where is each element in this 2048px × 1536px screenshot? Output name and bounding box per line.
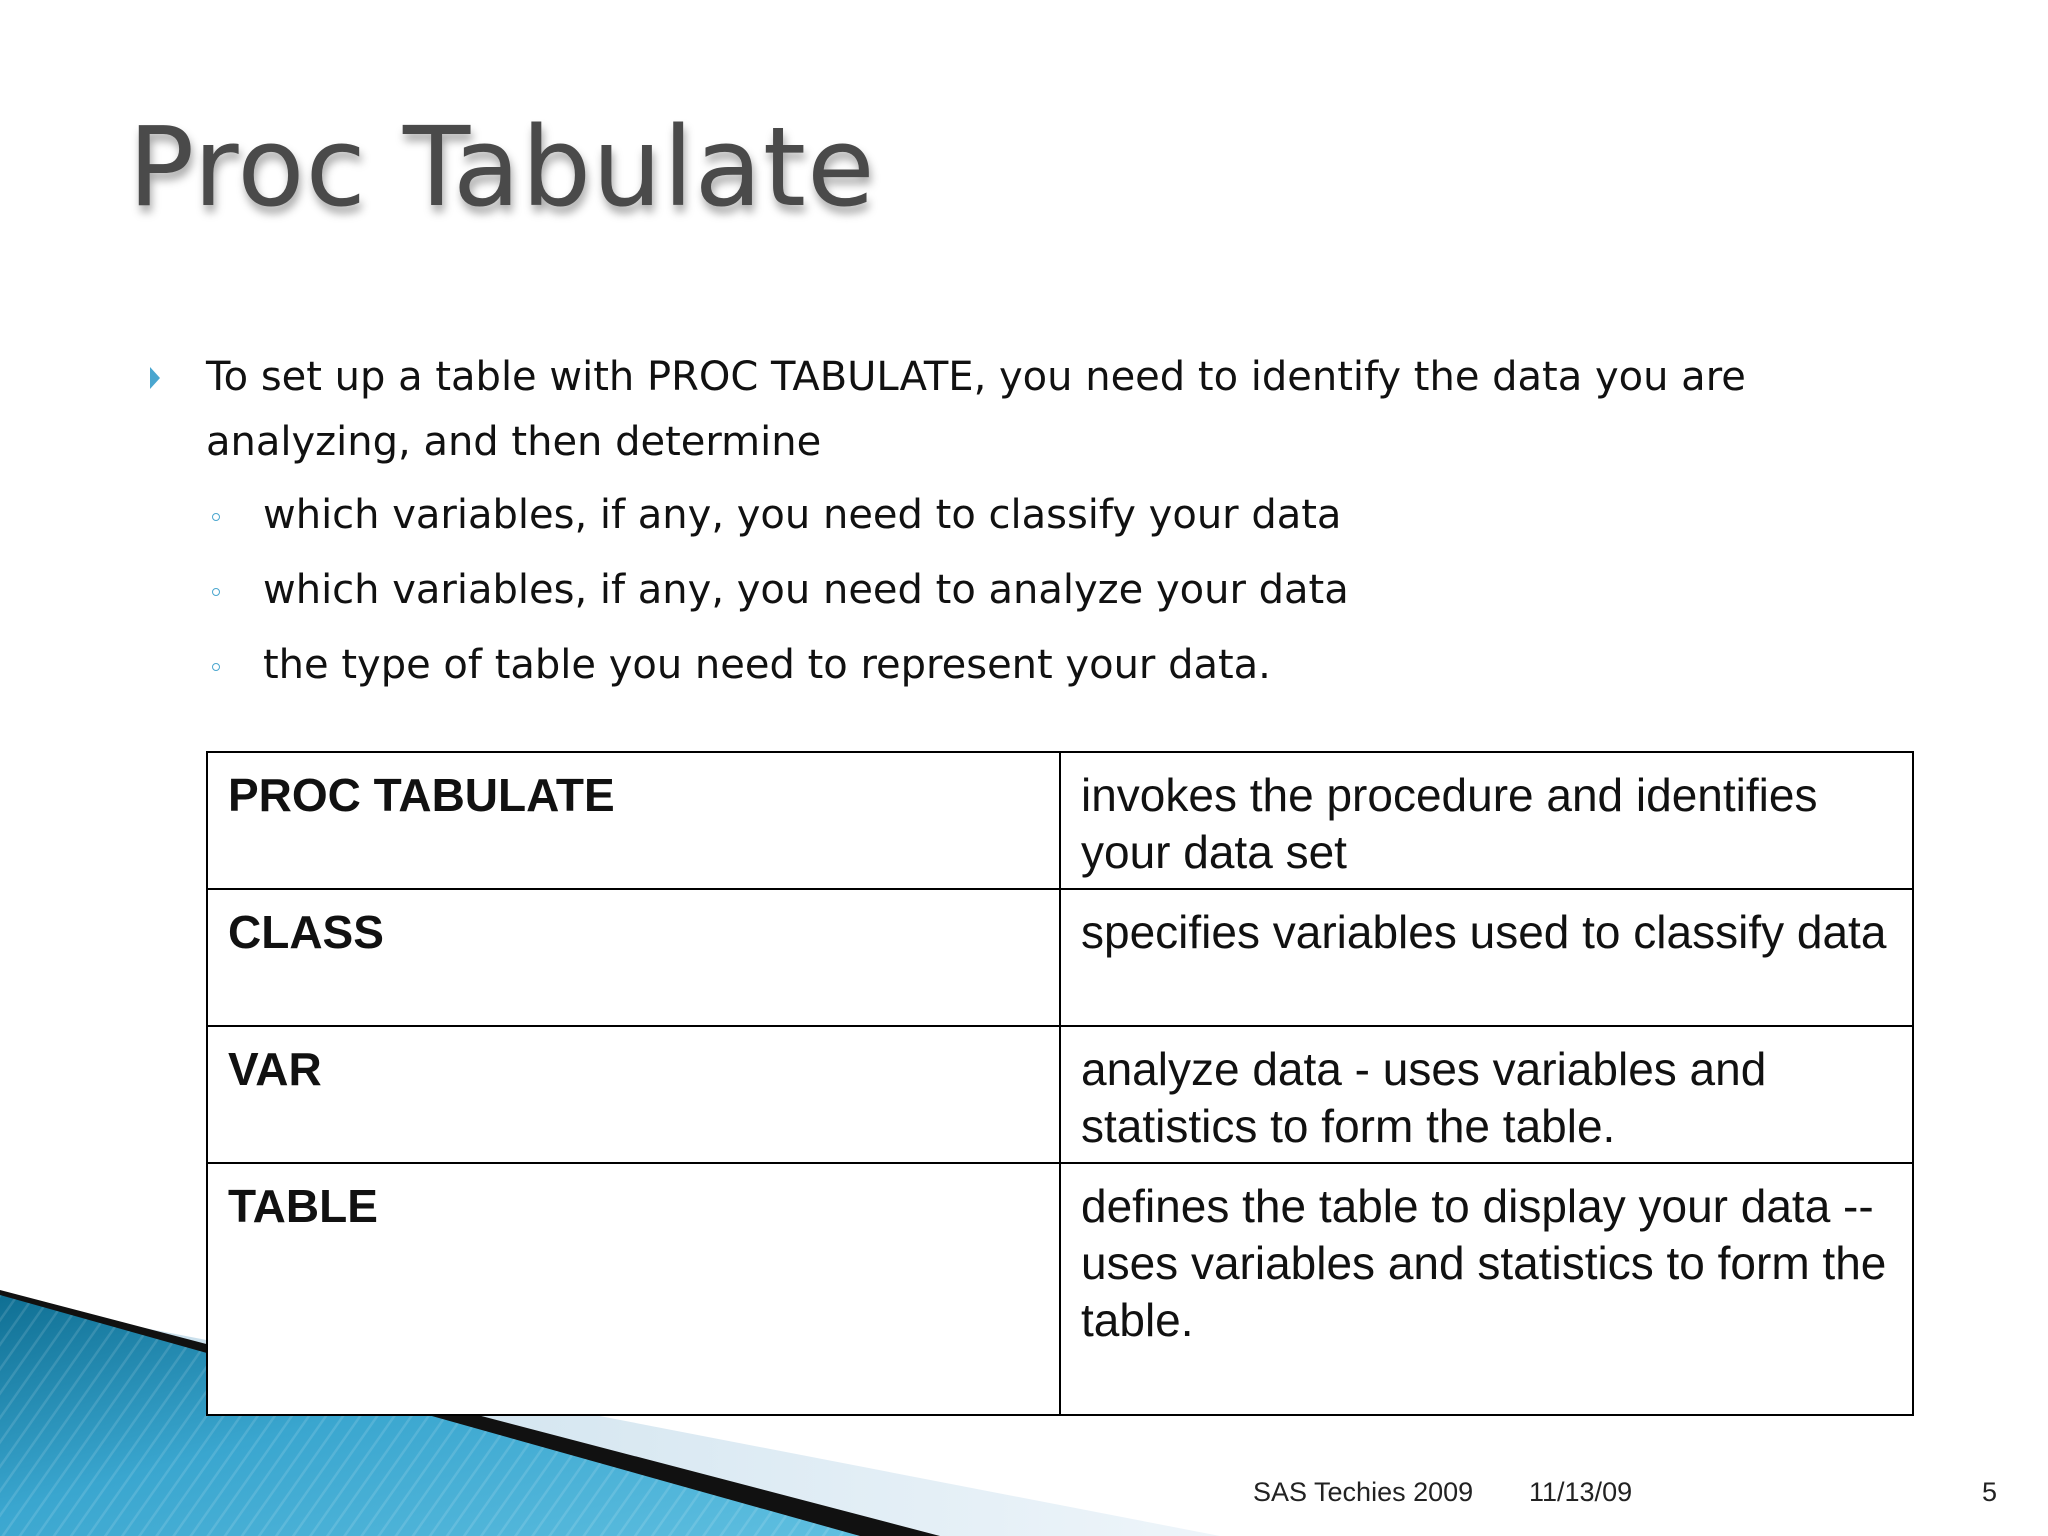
sub-bullet-item <box>150 485 1930 545</box>
statement-cell: PROC TABULATE <box>207 752 1060 889</box>
slide-title: Proc Tabulate <box>128 103 876 231</box>
sub-bullet-item <box>150 560 1930 620</box>
sub-bullet-text: the type of table you need to represent your data. <box>263 642 1271 688</box>
table-row <box>207 1026 1913 1163</box>
footer-organization: SAS Techies 2009 <box>1253 1477 1474 1507</box>
table-row <box>207 752 1913 889</box>
circle-bullet-icon <box>212 513 220 521</box>
bullet-item <box>150 345 1930 475</box>
statement-cell: VAR <box>207 1026 1060 1163</box>
statement-cell: CLASS <box>207 889 1060 1026</box>
table-row <box>207 889 1913 1026</box>
sub-bullet-text: which variables, if any, you need to classify your data <box>263 492 1342 538</box>
description-cell: analyze data - uses variables and statistics to form the table. <box>1060 1026 1913 1163</box>
triangle-bullet-icon <box>150 367 160 389</box>
page-number: 5 <box>1982 1477 1998 1507</box>
table-row <box>207 1163 1913 1415</box>
statements-table <box>206 751 1914 1416</box>
circle-bullet-icon <box>212 663 220 671</box>
bullet-list <box>150 345 1930 695</box>
description-cell: invokes the procedure and identifies your data set <box>1060 752 1913 889</box>
description-cell: specifies variables used to classify data <box>1060 889 1913 1026</box>
sub-bullet-text: which variables, if any, you need to analyze your data <box>263 567 1349 613</box>
sub-bullet-item <box>150 635 1930 695</box>
statement-cell: TABLE <box>207 1163 1060 1415</box>
description-cell: defines the table to display your data --uses variables and statistics to form the table. <box>1060 1163 1913 1415</box>
footer-date: 11/13/09 <box>1529 1477 1633 1507</box>
circle-bullet-icon <box>212 588 220 596</box>
bullet-text: To set up a table with PROC TABULATE, you need to identify the data you are analyzing, and then determine <box>206 354 1746 465</box>
